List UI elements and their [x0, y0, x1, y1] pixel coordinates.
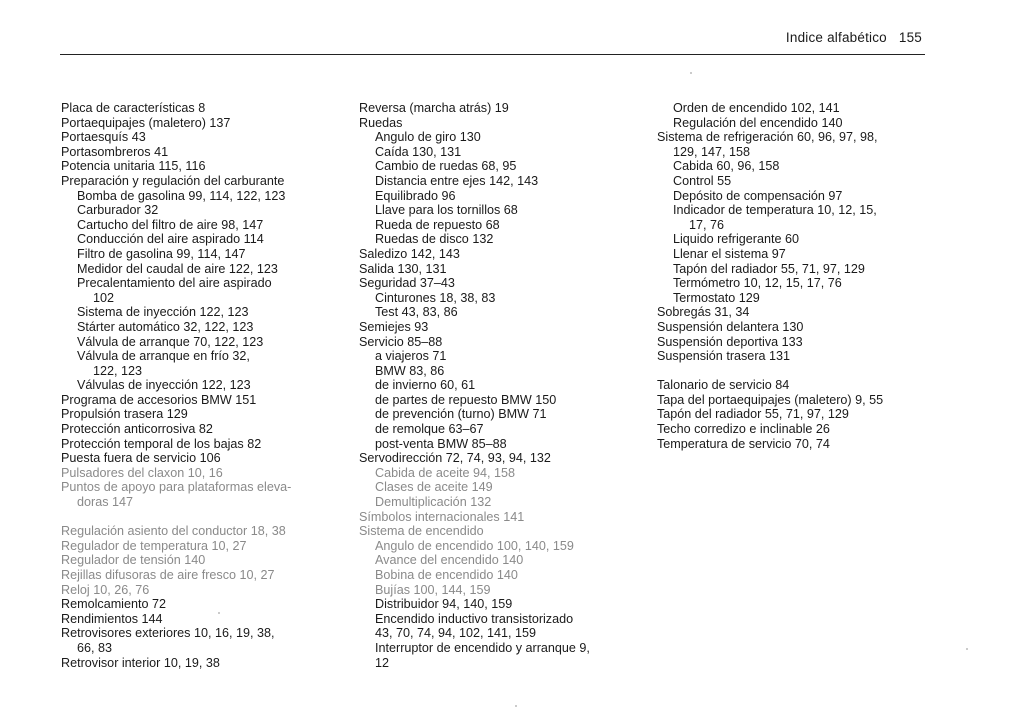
index-subentry: 17, 76 [689, 217, 725, 232]
index-column-1 [61, 101, 291, 670]
index-subentry: 66, 83 [77, 640, 113, 655]
index-entry: Temperatura de servicio 70, 74 [657, 436, 830, 451]
index-subentry: Control 55 [673, 173, 732, 188]
index-spacer [657, 364, 883, 379]
index-subentry: Interruptor de encendido y arranque 9, [375, 640, 590, 655]
index-subentry: Conducción del aire aspirado 114 [77, 232, 264, 247]
index-subentry: Llave para los tornillos 68 [375, 203, 518, 218]
index-entry: Protección temporal de los bajas 82 [61, 436, 262, 451]
index-subentry: Tapón del radiador 55, 71, 97, 129 [673, 261, 865, 276]
index-column-3 [657, 101, 883, 451]
index-entry: Propulsión trasera 129 [61, 407, 188, 422]
index-subentry: Orden de encendido 102, 141 [673, 101, 840, 115]
index-column-2 [359, 101, 590, 670]
index-subentry: Bobina de encendido 140 [375, 568, 518, 582]
index-entry: Suspensión delantera 130 [657, 319, 804, 334]
index-entry: Potencia unitaria 115, 116 [61, 159, 206, 174]
index-subentry: Medidor del caudal de aire 122, 123 [77, 261, 278, 276]
index-subentry: Válvula de arranque en frío 32, [77, 349, 250, 364]
index-entry: Portasombreros 41 [61, 144, 169, 159]
index-subentry: Rueda de repuesto 68 [375, 217, 500, 232]
index-subentry: Válvulas de inyección 122, 123 [77, 378, 251, 393]
index-entry: Portaesquís 43 [61, 130, 146, 145]
page-number: 155 [898, 30, 922, 45]
index-subentry: Liquido refrigerante 60 [673, 232, 800, 247]
index-subentry: Test 43, 83, 86 [375, 305, 458, 320]
index-subentry: Distribuidor 94, 140, 159 [375, 597, 513, 612]
index-entry: Ruedas [359, 115, 403, 130]
index-subentry: Ruedas de disco 132 [375, 232, 494, 247]
scan-speck [690, 72, 692, 74]
index-subentry: Depósito de compensación 97 [673, 188, 843, 203]
index-subentry: Distancia entre ejes 142, 143 [375, 173, 539, 188]
index-subentry: Demultiplicación 132 [375, 495, 492, 510]
index-subentry: Indicador de temperatura 10, 12, 15, [673, 203, 877, 218]
index-entry: Salida 130, 131 [359, 261, 447, 276]
index-subentry: 122, 123 [93, 363, 143, 378]
index-entry: Símbolos internacionales 141 [359, 509, 525, 524]
index-subentry: de remolque 63–67 [375, 422, 484, 437]
index-subentry: Bomba de gasolina 99, 114, 122, 123 [77, 188, 286, 203]
index-entry: Reversa (marcha atrás) 19 [359, 101, 509, 115]
index-entry: Tapa del portaequipajes (maletero) 9, 55 [657, 392, 884, 407]
header-title: Indice alfabético [785, 30, 887, 45]
index-entry: Rejillas difusoras de aire fresco 10, 27 [61, 568, 275, 582]
index-entry: Retrovisor interior 10, 19, 38 [61, 655, 220, 670]
index-subentry: Cabida de aceite 94, 158 [375, 465, 516, 480]
index-subentry: Angulo de giro 130 [375, 130, 481, 145]
index-subentry: Carburador 32 [77, 203, 159, 218]
index-subentry: Filtro de gasolina 99, 114, 147 [77, 246, 246, 261]
index-entry: Sistema de refrigeración 60, 96, 97, 98, [657, 130, 878, 145]
index-subentry: Termómetro 10, 12, 15, 17, 76 [673, 276, 842, 291]
index-subentry: Cabida 60, 96, 158 [673, 159, 780, 174]
index-subentry: Clases de aceite 149 [375, 480, 493, 495]
index-subentry: Cartucho del filtro de aire 98, 147 [77, 217, 264, 232]
index-entry: Regulador de temperatura 10, 27 [61, 538, 247, 553]
scan-speck [515, 705, 517, 707]
index-entry: Protección anticorrosiva 82 [61, 422, 213, 437]
index-entry: Talonario de servicio 84 [657, 378, 790, 393]
index-spacer [61, 510, 291, 525]
index-subentry: Termostato 129 [673, 290, 760, 305]
index-subentry: 129, 147, 158 [673, 144, 751, 159]
index-subentry: Cambio de ruedas 68, 95 [375, 159, 517, 174]
index-subentry: a viajeros 71 [375, 349, 447, 364]
index-entry: Sistema de encendido [359, 524, 484, 539]
index-subentry: Angulo de encendido 100, 140, 159 [375, 538, 574, 553]
index-subentry: Avance del encendido 140 [375, 553, 524, 568]
index-subentry: doras 147 [77, 495, 134, 510]
index-subentry: 12 [375, 655, 390, 670]
index-subentry: de prevención (turno) BMW 71 [375, 407, 547, 422]
index-entry: Semiejes 93 [359, 319, 429, 334]
index-entry: Suspensión deportiva 133 [657, 334, 803, 349]
index-subentry: BMW 83, 86 [375, 363, 445, 378]
index-subentry: de invierno 60, 61 [375, 378, 476, 393]
index-entry: Saledizo 142, 143 [359, 246, 460, 261]
index-entry: Placa de características 8 [61, 101, 206, 115]
header-rule [60, 54, 925, 55]
index-subentry: Sistema de inyección 122, 123 [77, 305, 249, 320]
scan-speck [966, 648, 968, 650]
index-entry: Rendimientos 144 [61, 611, 163, 626]
index-subentry: Llenar el sistema 97 [673, 246, 786, 261]
index-subentry: de partes de repuesto BMW 150 [375, 392, 557, 407]
index-entry: Portaequipajes (maletero) 137 [61, 115, 231, 130]
index-entry: Preparación y regulación del carburante [61, 173, 285, 188]
index-entry: Servicio 85–88 [359, 334, 443, 349]
index-entry: Seguridad 37–43 [359, 276, 455, 291]
index-entry: Regulación asiento del conductor 18, 38 [61, 524, 286, 539]
index-subentry: Precalentamiento del aire aspirado [77, 276, 272, 291]
index-entry: Reloj 10, 26, 76 [61, 582, 150, 597]
index-subentry: Encendido inductivo transistorizado [375, 611, 574, 626]
index-subentry: Equilibrado 96 [375, 188, 456, 203]
index-subentry: 43, 70, 74, 94, 102, 141, 159 [375, 626, 537, 641]
index-entry: Programa de accesorios BMW 151 [61, 392, 257, 407]
index-subentry: 102 [93, 290, 115, 305]
index-entry: Puesta fuera de servicio 106 [61, 451, 221, 466]
index-subentry: post-venta BMW 85–88 [375, 436, 507, 451]
index-entry: Servodirección 72, 74, 93, 94, 132 [359, 451, 551, 466]
index-entry: Tapón del radiador 55, 71, 97, 129 [657, 407, 849, 422]
index-subentry: Regulación del encendido 140 [673, 115, 843, 130]
index-subentry: Cinturones 18, 38, 83 [375, 290, 496, 305]
index-entry: Suspensión trasera 131 [657, 349, 791, 364]
page-header [786, 30, 922, 45]
index-entry: Puntos de apoyo para plataformas eleva- [61, 480, 292, 495]
index-entry: Retrovisores exteriores 10, 16, 19, 38, [61, 626, 275, 641]
index-entry: Sobregás 31, 34 [657, 305, 750, 320]
index-entry: Techo corredizo e inclinable 26 [657, 422, 830, 437]
index-subentry: Bujías 100, 144, 159 [375, 582, 491, 597]
index-entry: Remolcamiento 72 [61, 597, 166, 612]
index-subentry: Válvula de arranque 70, 122, 123 [77, 334, 264, 349]
index-subentry: Caída 130, 131 [375, 144, 462, 159]
index-subentry: Stárter automático 32, 122, 123 [77, 319, 254, 334]
index-entry: Pulsadores del claxon 10, 16 [61, 465, 223, 480]
index-entry: Regulador de tensión 140 [61, 553, 206, 568]
scan-speck [218, 612, 220, 614]
